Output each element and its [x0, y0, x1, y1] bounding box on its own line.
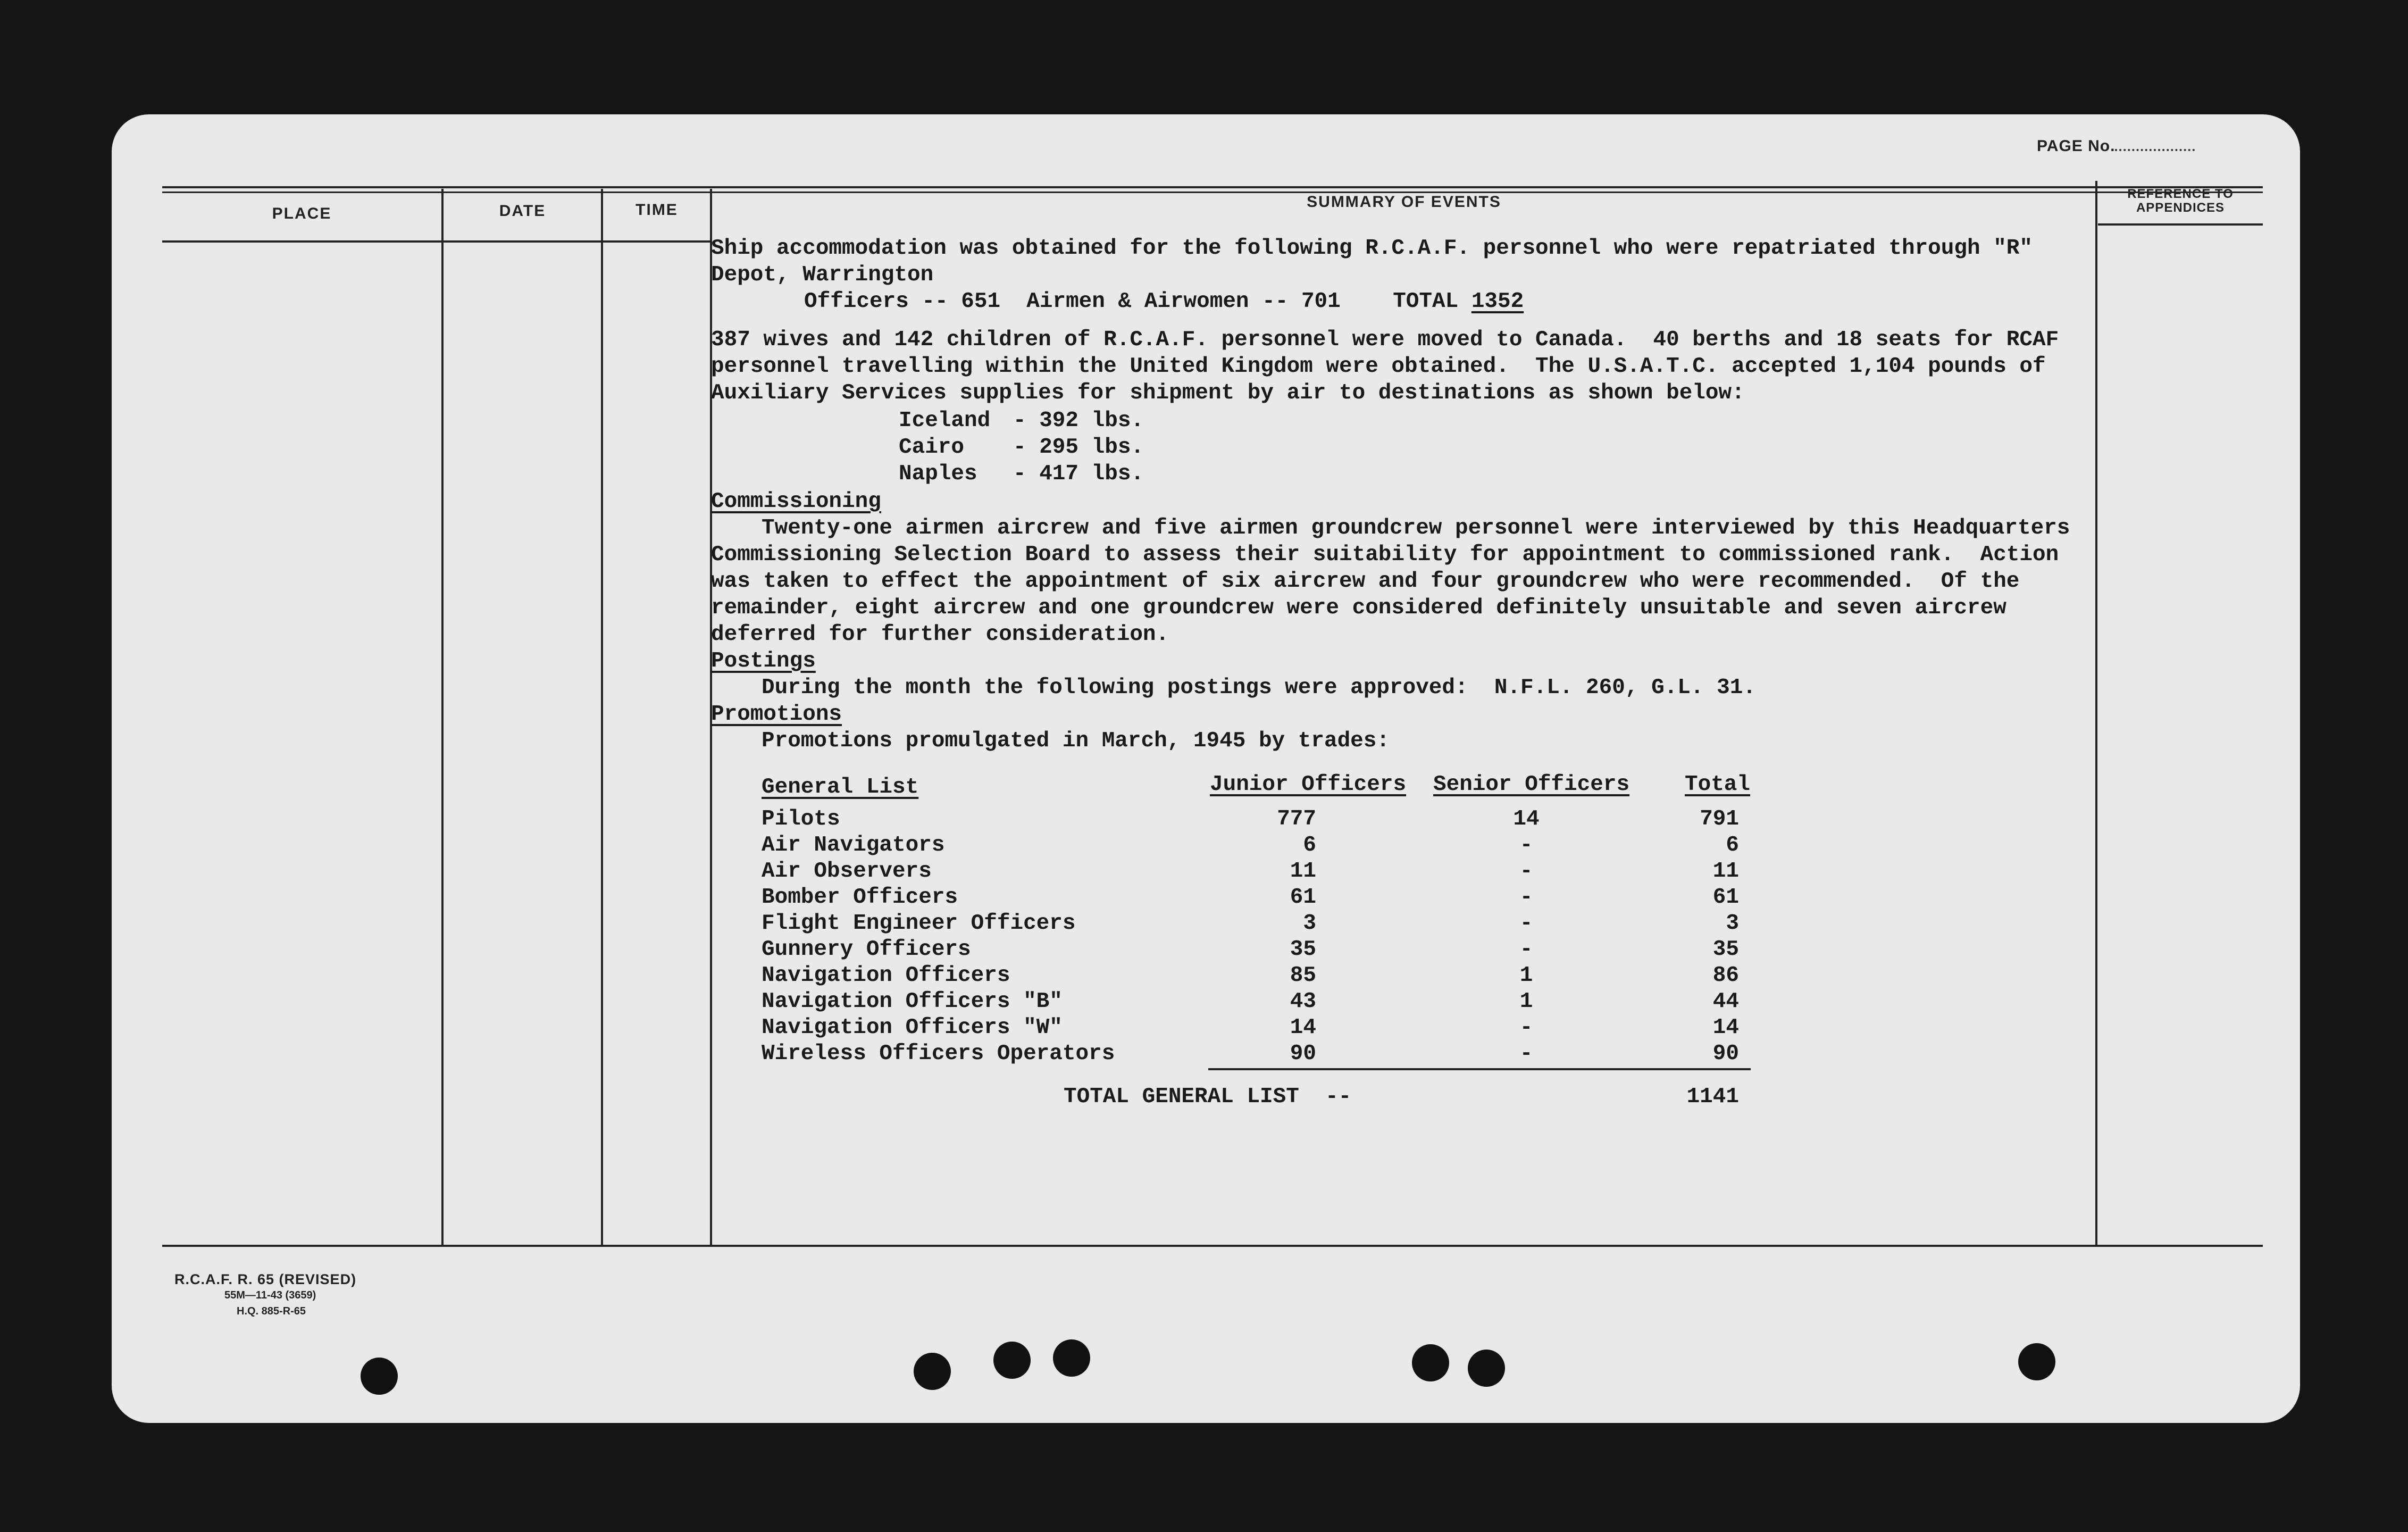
table-cell-senior: -	[1519, 1015, 1533, 1040]
table-header-total: Total	[1685, 772, 1751, 797]
table-cell-trade: Navigation Officers "B"	[762, 989, 1063, 1014]
column-header-date: DATE	[499, 202, 546, 220]
table-cell-trade: Wireless Officers Operators	[762, 1042, 1115, 1066]
binder-hole	[361, 1358, 398, 1395]
table-cell-junior: 6	[1303, 833, 1316, 857]
table-cell-senior: -	[1519, 1042, 1533, 1066]
table-cell-trade: Navigation Officers "W"	[762, 1015, 1063, 1040]
table-cell-junior: 3	[1303, 911, 1316, 936]
table-cell-junior: 43	[1290, 989, 1316, 1014]
table-cell-senior: 1	[1519, 963, 1533, 988]
table-cell-senior: -	[1519, 833, 1533, 857]
table-cell-junior: 85	[1290, 963, 1316, 988]
shipment-place-2: Cairo	[899, 435, 965, 460]
binder-hole	[1468, 1350, 1505, 1387]
total-general-list-value: 1141	[1686, 1085, 1739, 1109]
form-number: R.C.A.F. R. 65 (REVISED)	[174, 1271, 357, 1287]
dependants-line3: Auxiliary Services supplies for shipment by air to destinations as shown below:	[711, 381, 1745, 405]
commissioning-line1: Twenty-one airmen aircrew and five airmen groundcrew personnel were interviewed by this Headquarters	[762, 516, 2070, 540]
table-cell-total: 44	[1712, 989, 1739, 1014]
repatriation-line2: Depot, Warrington	[711, 263, 934, 287]
table-cell-trade: Air Navigators	[762, 833, 945, 857]
total-value: 1352	[1471, 289, 1524, 314]
page-bottom-rule	[162, 1245, 2263, 1247]
commissioning-line5: deferred for further consideration.	[711, 622, 1169, 647]
reference-header-line1: REFERENCE TO	[2127, 187, 2234, 201]
table-cell-total: 6	[1726, 833, 1739, 857]
header-bottom-rule	[162, 240, 710, 243]
shipment-amount-1: - 392 lbs.	[1013, 409, 1144, 433]
table-cell-junior: 35	[1290, 937, 1316, 962]
commissioning-heading: Commissioning	[711, 489, 881, 514]
promotions-heading: Promotions	[711, 702, 842, 727]
binder-hole	[2018, 1343, 2055, 1380]
shipment-place-3: Naples	[899, 462, 977, 486]
table-cell-total: 90	[1712, 1042, 1739, 1066]
table-cell-trade: Navigation Officers	[762, 963, 1010, 988]
divider-summary-reference	[2095, 181, 2097, 1245]
table-cell-total: 35	[1712, 937, 1739, 962]
table-cell-trade: Pilots	[762, 807, 840, 831]
table-cell-senior: 14	[1513, 807, 1540, 831]
officers-airmen-counts: Officers -- 651 Airmen & Airwomen -- 701	[804, 289, 1341, 314]
table-cell-total: 791	[1700, 807, 1739, 831]
table-total-rule	[1208, 1068, 1751, 1070]
table-cell-total: 14	[1712, 1015, 1739, 1040]
repatriation-line1: Ship accommodation was obtained for the following R.C.A.F. personnel who were repatriated through "R"	[711, 236, 2033, 261]
table-cell-senior: -	[1519, 911, 1533, 936]
table-cell-junior: 777	[1277, 807, 1316, 831]
binder-hole	[1053, 1339, 1090, 1377]
commissioning-line2: Commissioning Selection Board to assess their suitability for appointment to commissioned rank. Action	[711, 543, 2059, 567]
binder-hole	[993, 1342, 1031, 1379]
header-top-rule	[162, 186, 2263, 188]
table-cell-senior: -	[1519, 937, 1533, 962]
table-header-junior: Junior Officers	[1210, 772, 1407, 797]
divider-place-date	[441, 189, 444, 1245]
table-cell-trade: Bomber Officers	[762, 885, 958, 910]
table-cell-total: 11	[1712, 859, 1739, 884]
total-general-list-label: TOTAL GENERAL LIST --	[1064, 1085, 1352, 1109]
form-print-code: 55M—11-43 (3659)	[224, 1289, 316, 1301]
table-cell-total: 61	[1712, 885, 1739, 910]
table-cell-trade: Air Observers	[762, 859, 932, 884]
repatriation-officers	[804, 288, 1524, 315]
page-number-field	[2037, 137, 2195, 155]
total-label: TOTAL	[1393, 289, 1471, 314]
column-header-reference	[2098, 187, 2263, 215]
column-header-summary: SUMMARY OF EVENTS	[1307, 193, 1501, 211]
table-header-senior: Senior Officers	[1433, 772, 1630, 797]
table-cell-junior: 90	[1290, 1042, 1316, 1066]
divider-date-time	[601, 189, 603, 1245]
form-hq-code: H.Q. 885-R-65	[237, 1305, 306, 1317]
dependants-line1: 387 wives and 142 children of R.C.A.F. personnel were moved to Canada. 40 berths and 18 seats for RCAF	[711, 328, 2059, 352]
shipment-amount-2: - 295 lbs.	[1013, 435, 1144, 460]
table-cell-trade: Flight Engineer Officers	[762, 911, 1076, 936]
binder-hole	[914, 1353, 951, 1390]
column-header-time: TIME	[636, 201, 678, 219]
binder-hole	[1412, 1344, 1449, 1381]
dependants-line2: personnel travelling within the United Kingdom were obtained. The U.S.A.T.C. accepted 1,104 pounds of	[711, 354, 2046, 379]
column-header-place: PLACE	[272, 205, 332, 222]
table-cell-junior: 11	[1290, 859, 1316, 884]
shipment-amount-3: - 417 lbs.	[1013, 462, 1144, 486]
table-cell-total: 86	[1712, 963, 1739, 988]
postings-line: During the month the following postings were approved: N.F.L. 260, G.L. 31.	[762, 676, 1756, 700]
reference-header-line2: APPENDICES	[2136, 201, 2225, 215]
table-cell-senior: -	[1519, 885, 1533, 910]
table-cell-total: 3	[1726, 911, 1739, 936]
commissioning-line4: remainder, eight aircrew and one groundcrew were considered definitely unsuitable and seven aircrew	[711, 596, 2006, 620]
table-cell-junior: 14	[1290, 1015, 1316, 1040]
table-header-general-list: General List	[762, 775, 919, 800]
page-no-label: PAGE No.	[2037, 137, 2116, 155]
promotions-line: Promotions promulgated in March, 1945 by trades:	[762, 729, 1390, 753]
table-cell-trade: Gunnery Officers	[762, 937, 971, 962]
commissioning-line3: was taken to effect the appointment of six aircrew and four groundcrew who were recommended. Of the	[711, 569, 2020, 594]
table-cell-senior: -	[1519, 859, 1533, 884]
table-cell-junior: 61	[1290, 885, 1316, 910]
table-cell-senior: 1	[1519, 989, 1533, 1014]
shipment-place-1: Iceland	[899, 409, 991, 433]
page-no-blank	[2115, 149, 2195, 151]
reference-header-rule	[2098, 223, 2263, 226]
postings-heading: Postings	[711, 649, 816, 673]
